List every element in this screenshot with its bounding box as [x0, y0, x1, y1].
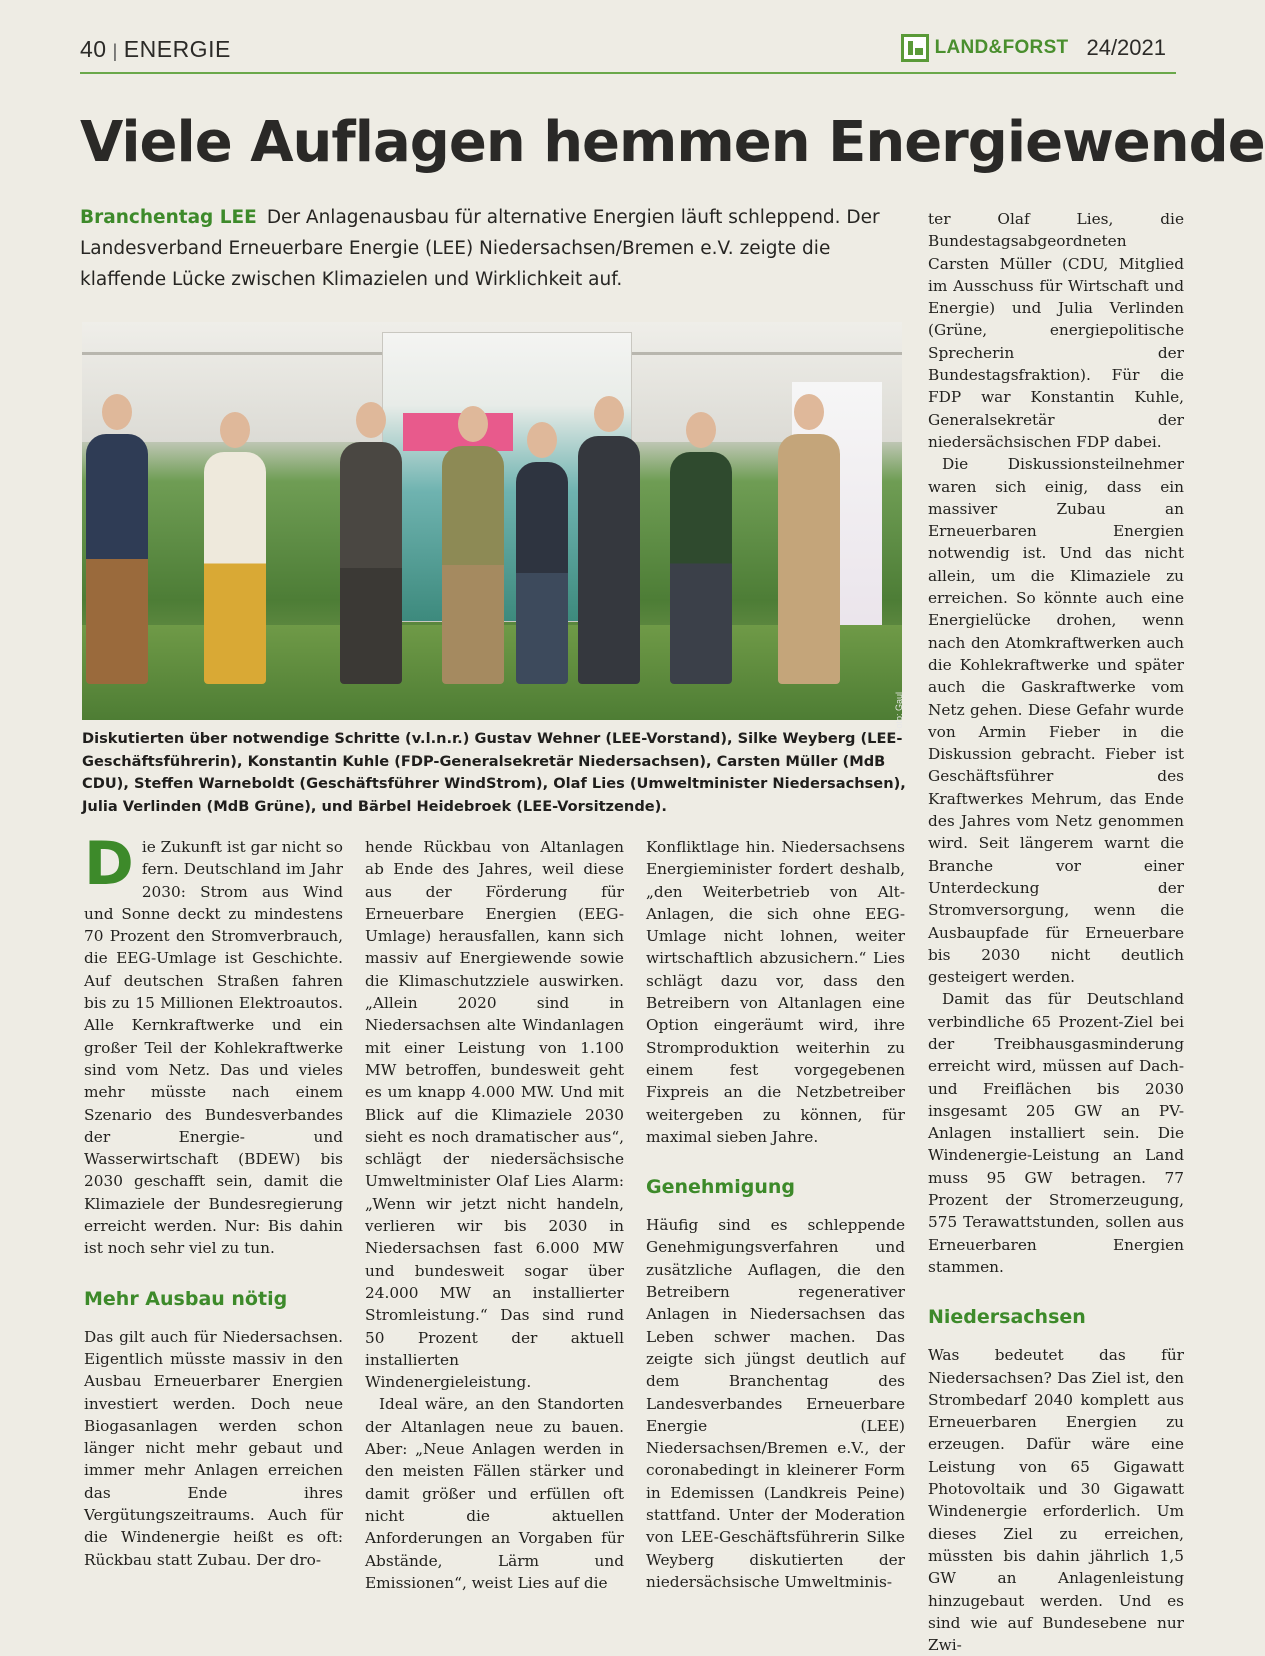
article-headline: Viele Auflagen hemmen Energiewende [80, 110, 1265, 175]
person-head [594, 396, 624, 432]
subhead-mehr-ausbau: Mehr Ausbau nötig [84, 1287, 288, 1310]
person-head [527, 422, 557, 458]
header-divider: | [112, 41, 118, 61]
subhead-niedersachsen: Niedersachsen [928, 1306, 1086, 1329]
person-head [794, 394, 824, 430]
person-konstantin-kuhle [340, 442, 402, 684]
person-steffen-warneboldt [516, 462, 568, 684]
subhead-genehmigung: Genehmigung [646, 1176, 795, 1199]
person-gustav-wehner [86, 434, 148, 684]
paragraph: Was bedeutet das für Niedersachsen? Das Ziel ist, den Strombedarf 2040 komplett aus Erneuerbaren Energien zu erzeugen. Dafür wäre eine Leistung von 65 Gigawatt Photovoltaik und 30 Gigawatt Windenergie erforderlich. Um dieses Ziel zu erreichen, müssten bis dahin jährlich 1,5 GW an Anlagenleistung hinzugebaut werden. Und es sind wie auf Bundesebene nur Zwi- [928, 1346, 1184, 1655]
person-head [220, 412, 250, 448]
article-photo [82, 322, 904, 735]
brand-name: LAND&FORST [934, 37, 1069, 58]
paragraph [84, 829, 343, 1260]
lead-kicker: Branchentag LEE [80, 207, 257, 228]
article-column-4 [928, 208, 1184, 1656]
paragraph: Damit das für Deutschland verbindliche 65 Prozent-Ziel bei der Treibhausgasminderung erreicht wird, müssen auf Dach- und Freiflächen bis 2030 insgesamt 205 GW an PV-Anlagen installiert sein. Die Windenergie-Leistung an Land muss 95 GW betragen. 77 Prozent der Stromerzeugung, 575 Terawattstunden, sollen aus Erneuerbaren Energien stammen. [928, 990, 1184, 1276]
paragraph: Konfliktlage hin. Niedersachsens Energieminister fordert deshalb, „den Weiterbetrieb von Alt-Anlagen, die sich ohne EEG-Umlage nicht lohnen, weiter wirtschaftlich abzusichern.“ Lies schlägt dazu vor, dass den Betreibern von Altanlagen eine Option eingeräumt wird, ihre Stromproduktion weiterhin zu einem fest vorgegebenen Fixpreis an die Netzbetreiber weitergeben zu können, für maximal sieben Jahre. [646, 838, 905, 1146]
article-lead [80, 202, 900, 295]
person-head [102, 394, 132, 430]
paragraph: hende Rückbau von Altanlagen ab Ende des Jahres, weil diese aus der Förderung für Erneuerbare Energien (EEG-Umlage) herausfallen, kann sich massiv auf Energiewende sowie die Klimaschutzziele auswirken. „Allein 2020 sind in Niedersachsen alte Windanlagen mit einer Leistung von 1.100 MW betroffen, bundesweit geht es um knapp 4.000 MW. Und mit Blick auf die Klimaziele 2030 sieht es noch dramatischer aus“, schlägt der niedersächsische Umweltminister Olaf Lies Alarm: „Wenn wir jetzt nicht handeln, verlieren wir bis 2030 in Niedersachsen fast 6.000 MW und bundesweit sogar über 24.000 MW an installierter Stromleistung.“ Das sind rund 50 Prozent der aktuell installierten Windenergieleistung. [365, 838, 624, 1392]
person-head [356, 402, 386, 438]
person-silke-weyberg [204, 452, 266, 684]
page-number: 40 [80, 36, 107, 62]
paragraph: Ideal wäre, an den Standorten der Altanlagen neue zu bauen. Aber: „Neue Anlagen werden in den meisten Fällen stärker und damit größer und erfüllen oft nicht die aktuellen Anforderungen an Vorgaben für Abstände, Lärm und Emissionen“, weist Lies auf die [365, 1395, 624, 1592]
lead-text: Der Anlagenausbau für alternative Energien läuft schleppend. Der Landesverband Erneuerbare Energie (LEE) Niedersachsen/Bremen e.V. zeigte die klaffende Lücke zwischen Klimazielen und Wirklichkeit auf. [80, 207, 880, 290]
paragraph: Die Diskussionsteilnehmer waren sich einig, dass ein massiver Zubau an Erneuerbaren Energien notwendig ist. Und das nicht allein, um die Klimaziele zu erreichen. So könnte auch eine Energielücke drohen, wenn nach den Atomkraftwerken auch die Kohlekraftwerke und später auch die Gaskraftwerke vom Netz gehen. Diese Gefahr wurde von Armin Fieber in die Diskussion gebracht. Fieber ist Geschäftsführer des Kraftwerkes Mehrum, das Ende des Jahres vom Netz genommen wird. Seit längerem warnt die Branche vor einer Unterdeckung der Stromversorgung, wenn die Ausbaupfade für Erneuerbare bis 2030 nicht deutlich gesteigert werden. [928, 455, 1184, 987]
person-head [458, 406, 488, 442]
page-header-right [901, 34, 1166, 62]
issue-number: 24/2021 [1086, 35, 1166, 60]
person-head [686, 412, 716, 448]
photo-credit: Foto: Gaul [894, 692, 904, 735]
paragraph-text: ie Zukunft ist gar nicht so fern. Deutschland im Jahr 2030: Strom aus Wind und Sonne deckt zu mindestens 70 Prozent den Stromverbrauch, die EEG-Umlage ist Geschichte. Auf deutschen Straßen fahren bis zu 15 Millionen Elektroautos. Alle Kernkraftwerke und ein großer Teil der Kohlekraftwerke sind vom Netz. Das und vieles mehr müsste nach einem Szenario des Bundesverbandes der Energie- und Wasserwirtschaft (BDEW) bis 2030 geschafft sein, damit die Klimaziele der Bundesregierung erreicht werden. Nur: Bis dahin ist noch sehr viel zu tun. [84, 838, 343, 1258]
person-carsten-mueller [442, 446, 504, 684]
paragraph: Das gilt auch für Niedersachsen. Eigentlich müsste massiv in den Ausbau Erneuerbarer Energien investiert werden. Doch neue Biogasanlagen werden schon länger nicht mehr gebaut und immer mehr Anlagen erreichen das Ende ihres Vergütungszeitraums. Auch für die Windenergie heißt es oft: Rückbau statt Zubau. Der dro- [84, 1327, 343, 1569]
article-column-2 [365, 836, 624, 1594]
photo-caption: Diskutierten über notwendige Schritte (v.l.n.r.) Gustav Wehner (LEE-Vorstand), Silke Weyberg (LEE-Geschäftsführerin), Konstantin Kuhle (FDP-Generalsekretär Niedersachsen), Carsten Müller (MdB CDU), Steffen Warneboldt (Geschäftsführer WindStrom), Olaf Lies (Umweltminister Niedersachsen), Julia Verlinden (MdB Grüne), und Bärbel Heidebroek (LEE-Vorsitzende). [82, 730, 906, 815]
paragraph: Häufig sind es schleppende Genehmigungsverfahren und zusätzliche Auflagen, die den Betreibern regenerativer Anlagen in Niedersachsen das Leben schwer machen. Das zeigte sich jüngst deutlich auf dem Branchentag des Landesverbandes Erneuerbare Energie (LEE) Niedersachsen/Bremen e.V., der coronabedingt in kleinerer Form in Edemissen (Landkreis Peine) stattfand. Unter der Moderation von LEE-Geschäftsführerin Silke Weyberg diskutierten der niedersächsische Umweltminis- [646, 1216, 905, 1591]
person-olaf-lies [578, 436, 640, 684]
drop-cap: D [84, 829, 134, 899]
header-rule [80, 72, 1176, 74]
article-column-3 [646, 836, 905, 1593]
article-column-1 [84, 829, 343, 1571]
section-name: ENERGIE [123, 36, 231, 62]
page-header-left [80, 36, 231, 63]
brand-logo-icon [901, 34, 929, 62]
person-julia-verlinden [670, 452, 732, 684]
paragraph: ter Olaf Lies, die Bundestagsabgeordneten Carsten Müller (CDU, Mitglied im Ausschuss für Wirtschaft und Energie) und Julia Verlinden (Grüne, energiepolitische Sprecherin der Bundestagsfraktion). Für die FDP war Konstantin Kuhle, Generalsekretär der niedersächsischen FDP dabei. [928, 210, 1184, 451]
person-baerbel-heidebroek [778, 434, 840, 684]
